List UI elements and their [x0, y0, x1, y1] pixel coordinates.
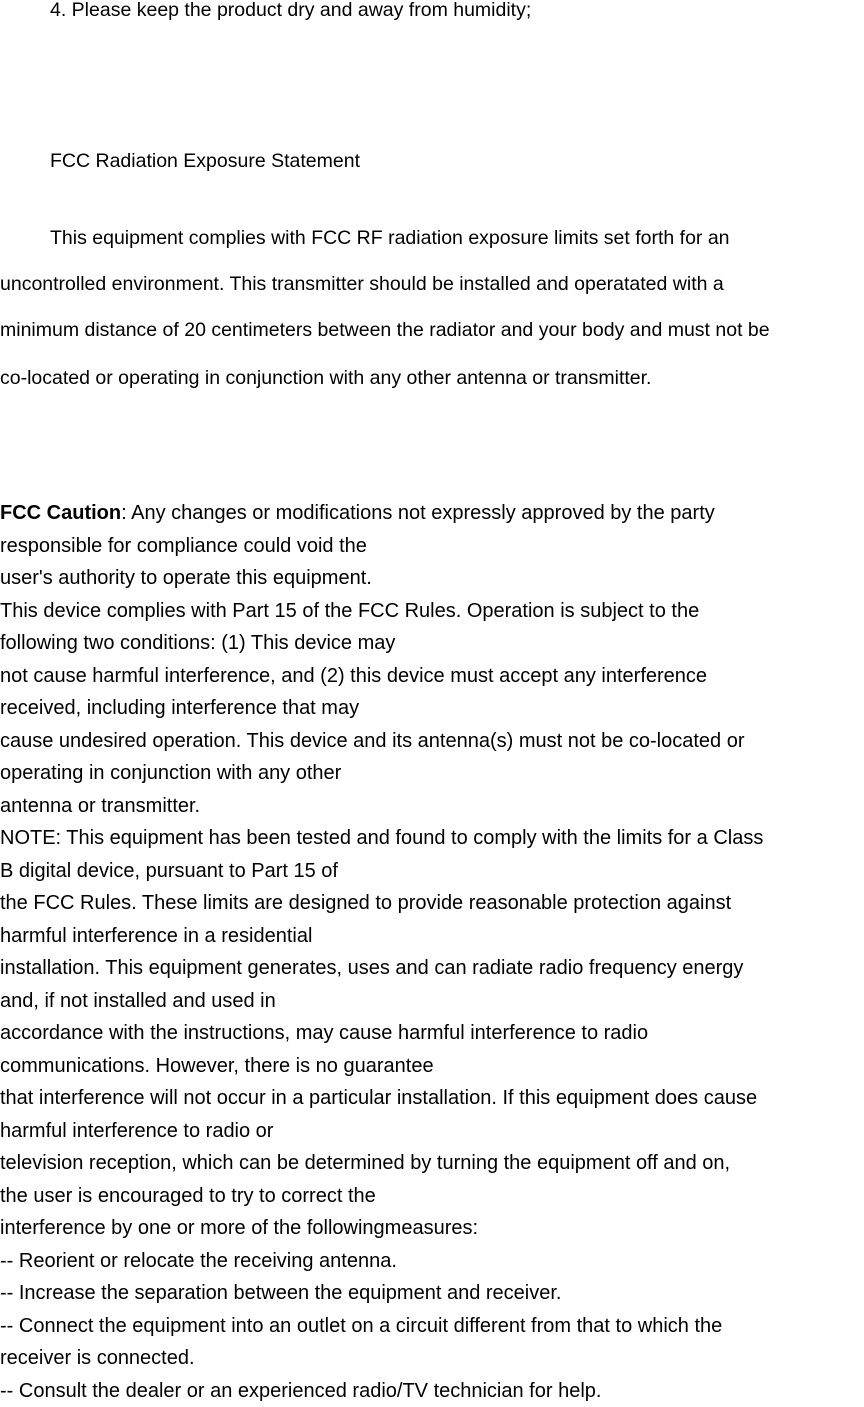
caution-line: received, including interference that may	[0, 692, 864, 725]
caution-first-line	[0, 497, 864, 530]
measure-item: -- Reorient or relocate the receiving antenna.	[0, 1245, 864, 1278]
caution-line: antenna or transmitter.	[0, 790, 864, 823]
note-line: B digital device, pursuant to Part 15 of	[0, 855, 864, 888]
note-line: that interference will not occur in a particular installation. If this equipment does cause	[0, 1082, 864, 1115]
note-line: communications. However, there is no guarantee	[0, 1050, 864, 1083]
caution-line: This device complies with Part 15 of the FCC Rules. Operation is subject to the	[0, 595, 864, 628]
note-line: the FCC Rules. These limits are designed to provide reasonable protection against	[0, 887, 864, 920]
caution-line: operating in conjunction with any other	[0, 757, 864, 790]
radiation-line: co-located or operating in conjunction with any other antenna or transmitter.	[0, 367, 651, 390]
note-line: installation. This equipment generates, uses and can radiate radio frequency energy	[0, 952, 864, 985]
note-line: NOTE: This equipment has been tested and found to comply with the limits for a Class	[0, 822, 864, 855]
note-line: harmful interference to radio or	[0, 1115, 864, 1148]
note-line: television reception, which can be determined by turning the equipment off and on,	[0, 1147, 864, 1180]
radiation-line: uncontrolled environment. This transmitter should be installed and operatated with a	[0, 273, 724, 296]
measure-item: -- Increase the separation between the equipment and receiver.	[0, 1277, 864, 1310]
radiation-line: minimum distance of 20 centimeters between the radiator and your body and must not be	[0, 319, 770, 342]
note-line: accordance with the instructions, may cause harmful interference to radio	[0, 1017, 864, 1050]
caution-line: not cause harmful interference, and (2) this device must accept any interference	[0, 660, 864, 693]
note-line: and, if not installed and used in	[0, 985, 864, 1018]
caution-label: FCC Caution	[0, 502, 121, 524]
note-line: interference by one or more of the followingmeasures:	[0, 1212, 864, 1245]
caution-first-line-text: : Any changes or modifications not expressly approved by the party	[121, 502, 715, 524]
radiation-heading: FCC Radiation Exposure Statement	[50, 150, 360, 173]
humidity-instruction: 4. Please keep the product dry and away from humidity;	[50, 0, 531, 22]
caution-line: responsible for compliance could void the	[0, 530, 864, 563]
caution-line: following two conditions: (1) This device may	[0, 627, 864, 660]
caution-line: cause undesired operation. This device and its antenna(s) must not be co-located or	[0, 725, 864, 758]
fcc-caution-section	[0, 497, 864, 1407]
measure-item: receiver is connected.	[0, 1342, 864, 1375]
note-line: the user is encouraged to try to correct the	[0, 1180, 864, 1213]
note-line: harmful interference in a residential	[0, 920, 864, 953]
measure-item: -- Consult the dealer or an experienced radio/TV technician for help.	[0, 1375, 864, 1407]
measure-item: -- Connect the equipment into an outlet on a circuit different from that to which the	[0, 1310, 864, 1343]
caution-line: user's authority to operate this equipment.	[0, 562, 864, 595]
radiation-line: This equipment complies with FCC RF radiation exposure limits set forth for an	[50, 227, 730, 250]
